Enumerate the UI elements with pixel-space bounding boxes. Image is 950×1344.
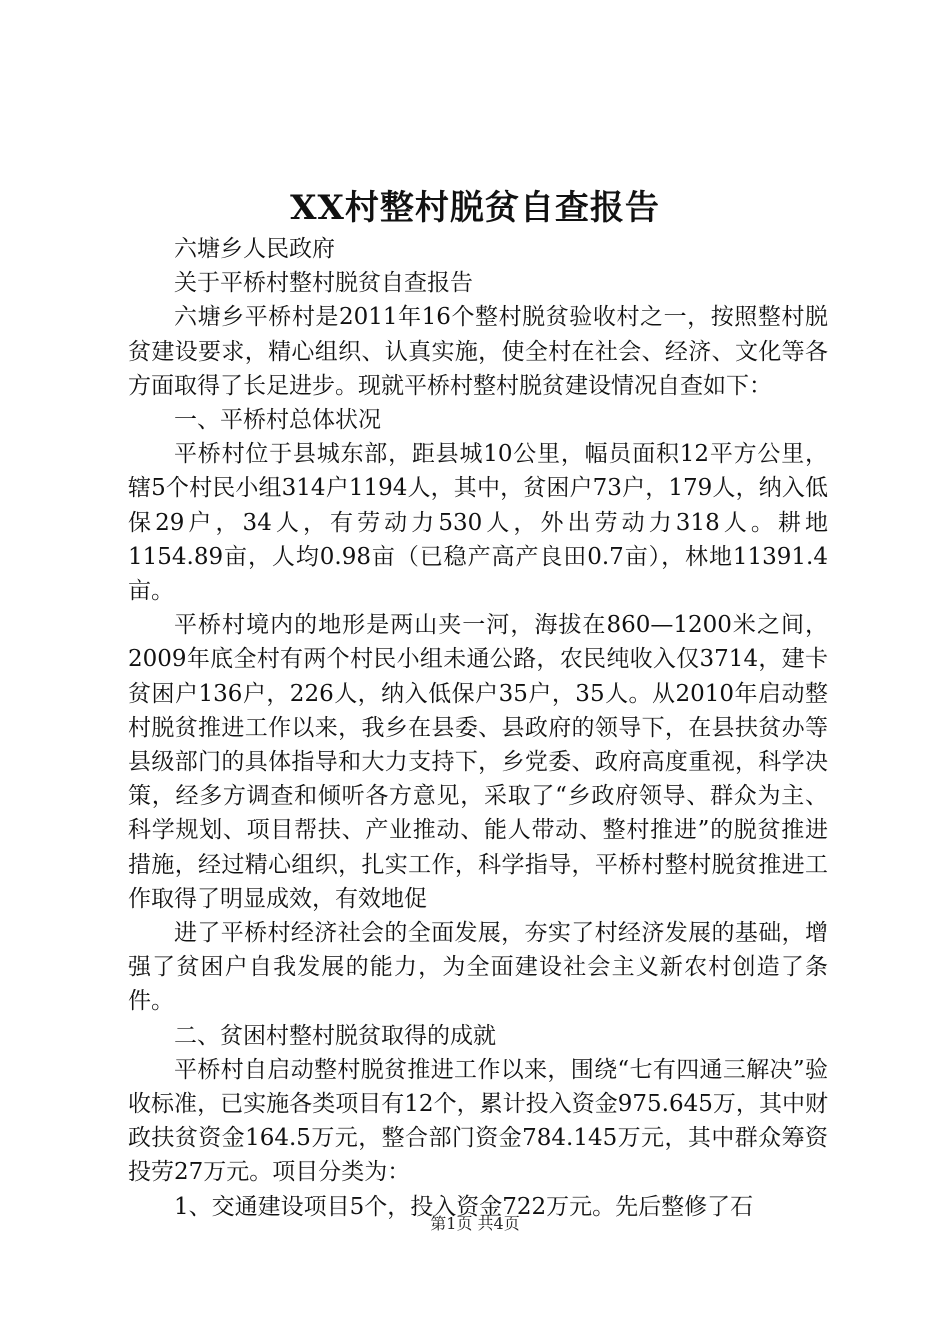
paragraph-subject: 关于平桥村整村脱贫自查报告 (174, 270, 473, 297)
paragraph-overview: 平桥村位于县城东部，距县城10公里，幅员面积12平方公里，辖5个村民小组314户1194人，其中，贫困户73户，179人，纳入低保29户，34人，有劳动力530人，外出劳动力318人。耕地1154.89亩，人均0.98亩（已稳产高产良田0.7亩），林地11391.4亩。 (128, 441, 828, 605)
section-heading-1: 一、平桥村总体状况 (174, 407, 381, 434)
page-footer: 第1页 共4页 (430, 1214, 520, 1233)
paragraph-terrain: 平桥村境内的地形是两山夹一河，海拔在860—1200米之间，2009年底全村有两个村民小组未通公路，农民纯收入仅3714，建卡贫困户136户，226人，纳入低保户35户，35人。从2010年启动整村脱贫推进工作以来，我乡在县委、县政府的领导下，在县扶贫办等县级部门的具体指导和大力支持下，乡党委、政府高度重视，科学决策，经多方调查和倾听各方意见，采取了“乡政府领导、群众为主、科学规划、项目帮扶、产业推动、能人带动、整村推进”的脱贫推进措施，经过精心组织，扎实工作，科学指导，平桥村整村脱贫推进工作取得了明显成效，有效地促 (128, 612, 828, 912)
section-heading-2: 二、贫困村整村脱贫取得的成就 (174, 1022, 496, 1049)
document-title: XX村整村脱贫自查报告 (290, 188, 660, 228)
paragraph-intro: 六塘乡平桥村是2011年16个整村脱贫验收村之一，按照整村脱贫建设要求，精心组织、认真实施，使全村在社会、经济、文化等各方面取得了长足进步。现就平桥村整村脱贫建设情况自查如下： (128, 304, 828, 399)
paragraph-achievements: 平桥村自启动整村脱贫推进工作以来，围绕“七有四通三解决”验收标准，已实施各类项目有12个，累计投入资金975.645万，其中财政扶贫资金164.5万元，整合部门资金784.145万元，其中群众筹资投劳27万元。项目分类为： (128, 1056, 828, 1186)
document-body (128, 232, 828, 1224)
paragraph-continuation: 进了平桥村经济社会的全面发展，夯实了村经济发展的基础，增强了贫困户自我发展的能力，为全面建设社会主义新农村创造了条件。 (128, 920, 828, 1015)
paragraph-item-1: 1、交通建设项目5个，投入资金722万元。先后整修了石 (174, 1193, 754, 1220)
paragraph-sender: 六塘乡人民政府 (174, 236, 335, 262)
